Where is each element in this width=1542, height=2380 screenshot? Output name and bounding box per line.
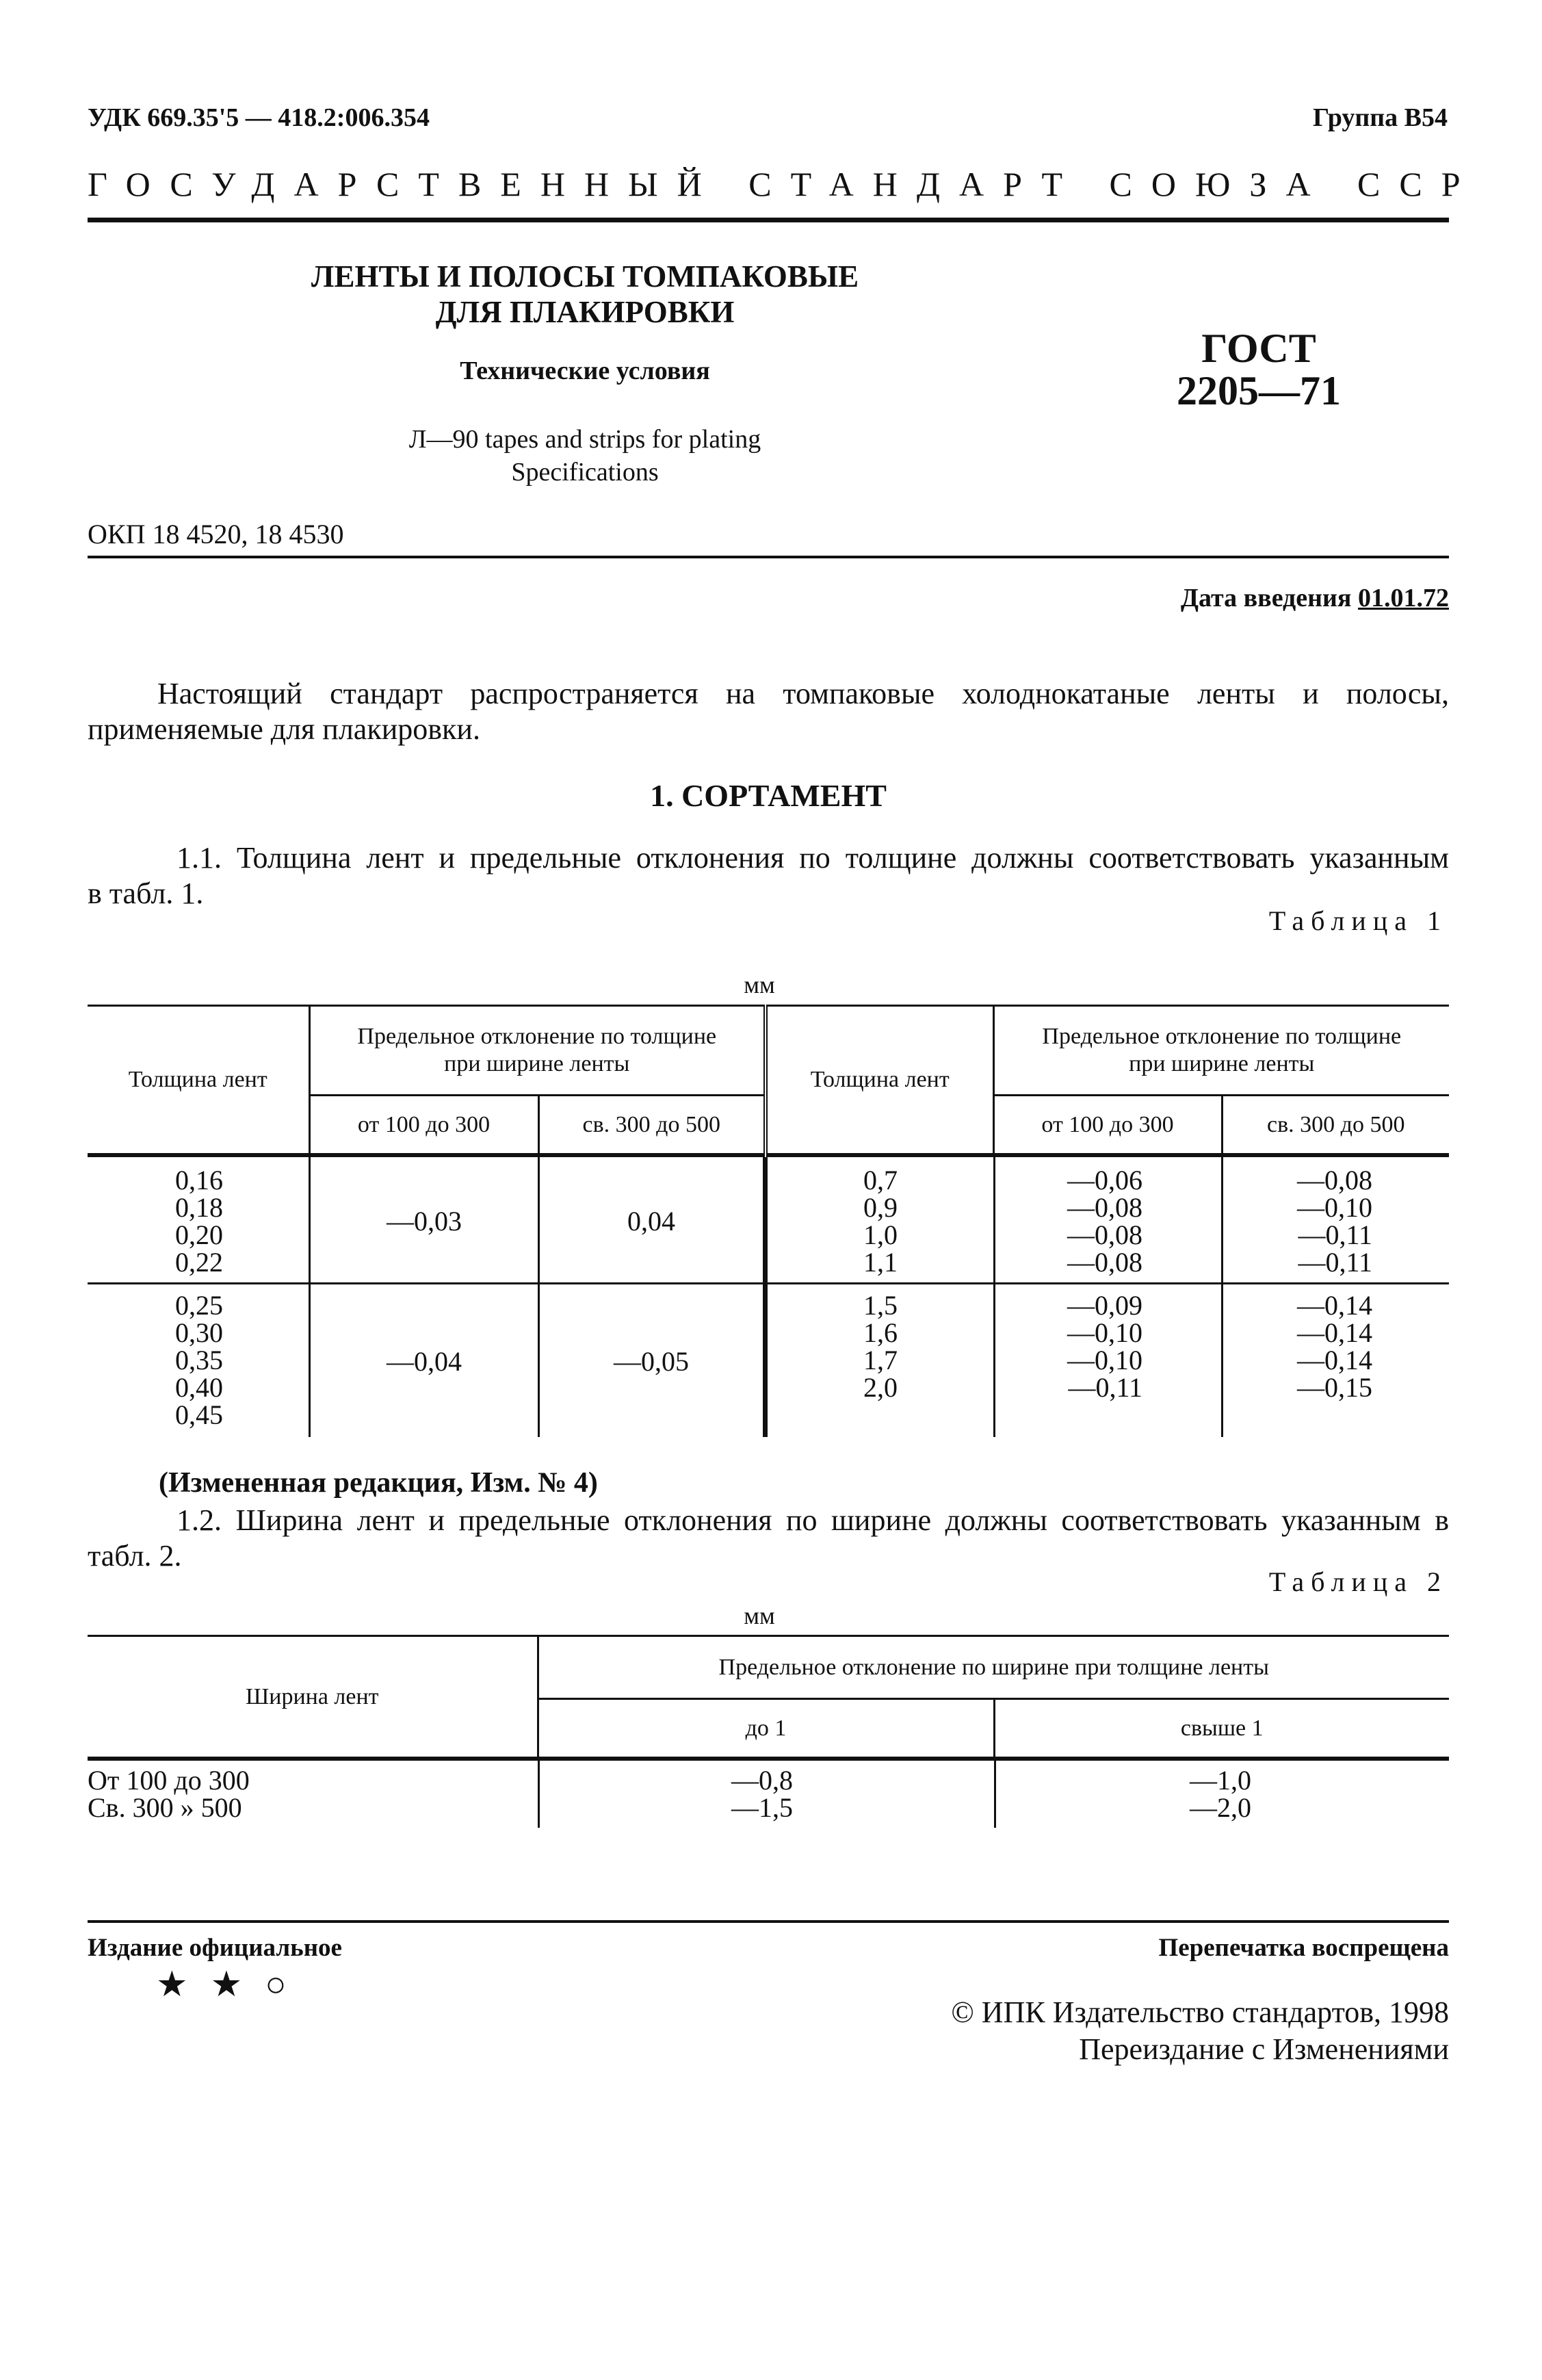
edition-marks-icon: ★ ★ ○ bbox=[156, 1965, 293, 2004]
group-code: Группа В54 bbox=[1312, 103, 1448, 132]
intro-paragraph bbox=[88, 676, 1449, 747]
t1-g2-right-dev-from: —0,11 bbox=[1068, 1372, 1142, 1403]
t1-g1-right-dev-from: —0,08 bbox=[1067, 1192, 1142, 1223]
header-rule bbox=[88, 218, 1449, 222]
t1-sub-from: от 100 до 300 bbox=[309, 1096, 538, 1156]
t2-row-2-label: Св. 300 » 500 bbox=[88, 1792, 242, 1823]
t1-sub-over-right: св. 300 до 500 bbox=[1222, 1096, 1449, 1156]
t1-g2-right-thickness: 2,0 bbox=[863, 1372, 898, 1403]
t1-g2-right-thickness: 1,5 bbox=[863, 1290, 898, 1321]
t1-thickness-header: Толщина лент bbox=[128, 1067, 267, 1092]
t2-over-list bbox=[996, 1767, 1251, 1822]
t1-deviation-header-line-1: Предельное отклонение по толщине bbox=[357, 1024, 717, 1049]
date-label: Дата введения bbox=[1180, 584, 1352, 612]
t1-body-vline-2 bbox=[538, 1157, 540, 1437]
t1-body-vline-3 bbox=[763, 1157, 768, 1437]
state-standard-heading: ГОСУДАРСТВЕННЫЙ СТАНДАРТ СОЮЗА ССР bbox=[88, 165, 1480, 203]
t2-row-1-over: —1,0 bbox=[1190, 1765, 1251, 1796]
t1-g2-thickness-list bbox=[89, 1292, 223, 1429]
t2-row-2-over: —2,0 bbox=[1190, 1792, 1251, 1823]
t1-g1-right-thickness: 0,7 bbox=[863, 1165, 898, 1195]
t1-g1-thickness: 0,20 bbox=[175, 1219, 223, 1250]
intro-line-2: применяемые для плакировки. bbox=[88, 712, 480, 746]
t1-g1-right-thickness: 1,1 bbox=[863, 1247, 898, 1278]
t2-row-2-upto: —1,5 bbox=[731, 1792, 793, 1823]
t1-g2-right-dev-from-list bbox=[995, 1292, 1142, 1401]
copyright: © ИПК Издательство стандартов, 1998 bbox=[951, 1995, 1449, 2029]
t1-g2-right-thickness-list bbox=[768, 1292, 898, 1401]
t1-g2-right-dev-over: —0,14 bbox=[1297, 1317, 1372, 1348]
t1-g1-thickness-list bbox=[89, 1167, 223, 1276]
title-line-1: ЛЕНТЫ И ПОЛОСЫ ТОМПАКОВЫЕ bbox=[311, 259, 859, 294]
t1-g1-right-dev-from: —0,08 bbox=[1067, 1247, 1142, 1278]
t1-g1-right-dev-over-list bbox=[1223, 1167, 1372, 1276]
t1-sub-over: св. 300 до 500 bbox=[538, 1096, 766, 1156]
gost-designation bbox=[1156, 327, 1361, 412]
t2-width-header: Ширина лент bbox=[245, 1683, 379, 1709]
t1-g2-right-thickness: 1,7 bbox=[863, 1345, 898, 1375]
english-title bbox=[287, 423, 883, 489]
amendment-note: (Измененная редакция, Изм. № 4) bbox=[159, 1467, 598, 1499]
table-2-label: Таблица 2 bbox=[1268, 1566, 1448, 1597]
t1-g2-right-dev-from: —0,10 bbox=[1067, 1345, 1142, 1375]
table-1-header bbox=[88, 1005, 1449, 1157]
introduction-date bbox=[1181, 583, 1449, 613]
t1-g2-thickness: 0,45 bbox=[175, 1399, 223, 1430]
t1-g1-dev-from: —0,03 bbox=[387, 1206, 462, 1237]
t1-g1-right-dev-over: —0,10 bbox=[1297, 1192, 1372, 1223]
gost-number: 2205—71 bbox=[1177, 368, 1341, 413]
t2-sub-over: свыше 1 bbox=[994, 1699, 1449, 1759]
publisher-info bbox=[951, 1994, 1449, 2068]
document-title bbox=[287, 259, 883, 330]
t1-g1-right-dev-from: —0,08 bbox=[1067, 1219, 1142, 1250]
footer-rule bbox=[88, 1920, 1449, 1923]
t1-g2-right-dev-over: —0,14 bbox=[1297, 1290, 1372, 1321]
t1-thickness-header-right: Толщина лент bbox=[766, 1006, 993, 1156]
t1-g2-thickness: 0,30 bbox=[175, 1317, 223, 1348]
t2-deviation-header: Предельное отклонение по ширине при толщине ленты bbox=[538, 1636, 1449, 1699]
paragraph-1-2-line-1: 1.2. Ширина лент и предельные отклонения по ширине должны соответствовать указанным в bbox=[177, 1503, 1449, 1537]
t1-g1-right-dev-over: —0,11 bbox=[1298, 1219, 1372, 1250]
t1-g2-right-dev-from: —0,10 bbox=[1067, 1317, 1142, 1348]
t1-g2-right-dev-over: —0,15 bbox=[1297, 1372, 1372, 1403]
t1-g1-right-dev-from: —0,06 bbox=[1067, 1165, 1142, 1195]
t1-g1-thickness: 0,22 bbox=[175, 1247, 223, 1278]
t2-row-1-label: От 100 до 300 bbox=[88, 1765, 250, 1796]
paragraph-1-1-line-1: 1.1. Толщина лент и предельные отклонения по толщине должны соответствовать указанным bbox=[177, 841, 1449, 875]
t2-row-1-upto: —0,8 bbox=[731, 1765, 793, 1796]
gost-label: ГОСТ bbox=[1201, 326, 1316, 371]
t1-g1-right-dev-from-list bbox=[995, 1167, 1142, 1276]
t1-g2-thickness: 0,35 bbox=[175, 1345, 223, 1375]
t1-g1-right-thickness-list bbox=[768, 1167, 898, 1276]
t1-g1-right-thickness: 1,0 bbox=[863, 1219, 898, 1250]
t1-g1-right-dev-over: —0,11 bbox=[1298, 1247, 1372, 1278]
t1-body-vline-1 bbox=[309, 1157, 311, 1437]
t1-sub-from-right: от 100 до 300 bbox=[993, 1096, 1222, 1156]
t1-g1-right-dev-over: —0,08 bbox=[1297, 1165, 1372, 1195]
okp-rule bbox=[88, 556, 1449, 558]
t1-g1-thickness: 0,16 bbox=[175, 1165, 223, 1195]
t1-deviation-header bbox=[309, 1006, 766, 1096]
t1-deviation-header-right-line-1: Предельное отклонение по толщине bbox=[1042, 1024, 1402, 1049]
table-2-header bbox=[88, 1635, 1449, 1761]
t1-g2-right-dev-from: —0,09 bbox=[1067, 1290, 1142, 1321]
official-edition: Издание официальное bbox=[88, 1934, 342, 1962]
t1-g1-right-thickness: 0,9 bbox=[863, 1192, 898, 1223]
t1-g1-dev-over: 0,04 bbox=[627, 1206, 675, 1237]
t1-g2-right-dev-over-list bbox=[1223, 1292, 1372, 1401]
t1-deviation-header-right bbox=[993, 1006, 1449, 1096]
subtitle: Технические условия bbox=[460, 357, 710, 385]
reprint-prohibited: Перепечатка воспрещена bbox=[1158, 1934, 1449, 1962]
paragraph-1-1-line-2: в табл. 1. bbox=[88, 877, 204, 910]
t1-group-separator bbox=[88, 1282, 1449, 1284]
t1-g2-thickness: 0,40 bbox=[175, 1372, 223, 1403]
t2-upto-list bbox=[540, 1767, 793, 1822]
udk-code: УДК 669.35'5 — 418.2:006.354 bbox=[88, 103, 430, 132]
t1-deviation-header-right-line-2: при ширине ленты bbox=[1129, 1051, 1315, 1076]
reissue-note: Переиздание с Изменениями bbox=[1079, 2032, 1449, 2066]
okp-codes: ОКП 18 4520, 18 4530 bbox=[88, 519, 344, 549]
t1-g2-dev-from: —0,04 bbox=[387, 1346, 462, 1377]
t2-sub-upto: до 1 bbox=[538, 1699, 994, 1759]
english-title-line-1: Л—90 tapes and strips for plating bbox=[408, 425, 761, 454]
table-1-unit: мм bbox=[744, 971, 775, 998]
table-1-label: Таблица 1 bbox=[1268, 905, 1448, 936]
t1-g1-thickness: 0,18 bbox=[175, 1192, 223, 1223]
t1-g2-right-dev-over: —0,14 bbox=[1297, 1345, 1372, 1375]
t1-g2-dev-over: —0,05 bbox=[614, 1346, 689, 1377]
t1-g2-right-thickness: 1,6 bbox=[863, 1317, 898, 1348]
title-line-2: ДЛЯ ПЛАКИРОВКИ bbox=[435, 295, 735, 329]
intro-line-1: Настоящий стандарт распространяется на томпаковые холоднокатаные ленты и полосы, bbox=[157, 677, 1449, 710]
paragraph-1-2-line-2: табл. 2. bbox=[88, 1539, 182, 1573]
paragraph-1-1 bbox=[88, 840, 1449, 911]
t1-deviation-header-line-2: при ширине ленты bbox=[444, 1051, 630, 1076]
date-value: 01.01.72 bbox=[1358, 584, 1449, 612]
t2-width-list bbox=[88, 1767, 250, 1822]
section-heading: 1. СОРТАМЕНТ bbox=[650, 778, 887, 813]
table-2-unit: мм bbox=[744, 1602, 775, 1629]
english-title-line-2: Specifications bbox=[511, 458, 659, 487]
t1-g2-thickness: 0,25 bbox=[175, 1290, 223, 1321]
paragraph-1-2 bbox=[88, 1503, 1449, 1574]
